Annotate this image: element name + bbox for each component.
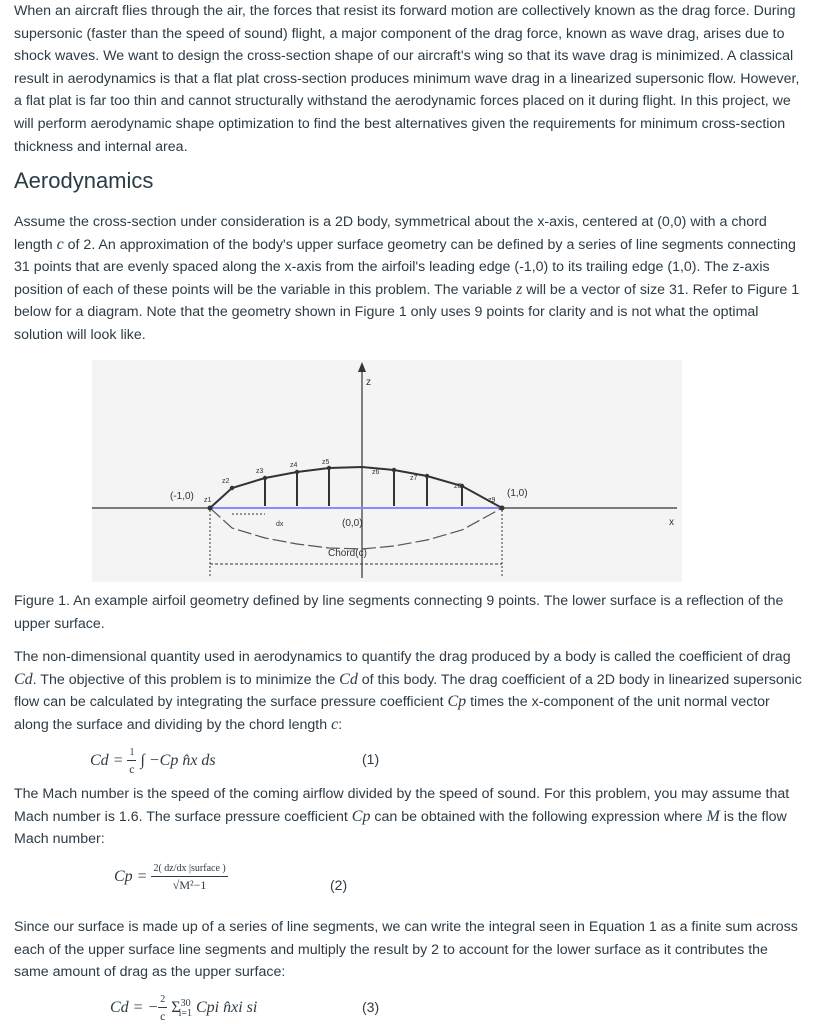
equation-2: Cp = $\frac{\text{2( dz/dx |surface )}}{\text{√M²−1}}$ [114,863,226,892]
right-point-label: (1,0) [507,488,528,499]
equation-3: Cd = − $\frac{2}{c}$ $\Sigma^{30}_{i=1}$ Cpi n̂xi si [110,994,258,1023]
equation-1-number: (1) [362,751,380,767]
equation-3-number: (3) [362,999,380,1015]
z4-label: z4 [290,462,298,469]
origin-label: (0,0) [342,518,363,529]
chord-label: Chord(c) [328,548,367,559]
z8-label: z8 [454,483,462,490]
z2-label: z2 [222,478,230,485]
z7-label: z7 [410,475,418,482]
z5-label: z5 [322,459,330,466]
airfoil-figure [92,360,682,582]
finite-sum-paragraph: Since our surface is made up of a series of line segments, we can write the integral seen in Equation 1 as a finite sum across each of the upper surface line segments and multiply the result by 2 to account for the lower surface as it contributes the same amount of drag as the upper surface: [14,919,798,981]
mach-paragraph: The Mach number is the speed of the coming airflow divided by the speed of sound. For this problem, you may assume that Mach number is 1.6. The surface pressure coefficient Cp can be obtained with the following expression where M is the flow Mach number: [14,786,790,848]
dx-label: dx [276,521,284,528]
z6-label: z6 [372,469,380,476]
figure-caption: Figure 1. An example airfoil geometry defined by line segments connecting 9 points. The lower surface is a reflection of the upper surface. [14,593,784,632]
airfoil-diagram [92,360,682,582]
equation-2-number: (2) [330,877,348,893]
geometry-paragraph: Assume the cross-section under consideration is a 2D body, symmetrical about the x-axis, centered at (0,0) with a chord length c of 2. An approximation of the body's upper surface geometry can be defined by a series of line segments connecting 31 points that are evenly spaced along the x-axis from the airfoil's leading edge (-1,0) to its trailing edge (1,0). The z-axis position of each of these points will be the variable in this problem. The variable z will be a vector of size 31. Refer to Figure 1 below for a diagram. Note that the geometry shown in Figure 1 only uses 9 points for clarity and is not what the optimal solution will look like. [14,214,800,343]
drag-coefficient-paragraph: The non-dimensional quantity used in aerodynamics to quantify the drag produced by a body is called the coefficient of drag Cd. The objective of this problem is to minimize the Cd of this body. The drag coefficient of a 2D body in linearized supersonic flow can be calculated by integrating the surface pressure coefficient Cp times the x-component of the unit normal vector along the surface and dividing by the chord length c: [14,649,802,733]
z-axis-label: z [366,377,371,388]
intro-paragraph: When an aircraft flies through the air, the forces that resist its forward motion are collectively known as the drag force. During supersonic (faster than the speed of sound) flight, a major component of the drag force, known as wave drag, arises due to shock waves. We want to design the cross-section shape of our aircraft's wing so that its wave drag is minimized. A classical result in aerodynamics is that a flat plat cross-section produces minimum wave drag in a linearized supersonic flow. However, a flat plat is far too thin and cannot structurally withstand the aerodynamic forces placed on it during flight. In this project, we will perform aerodynamic shape optimization to find the best alternatives given the requirements for minimum cross-section thickness and internal area. [14,3,800,155]
z9-label: z9 [488,497,496,504]
left-point-label: (-1,0) [170,491,194,502]
section-heading: Aerodynamics [14,168,154,193]
x-axis-label: x [669,517,674,528]
equation-1: Cd = $\frac{1}{c}$ ∫ −Cp n̂x ds [90,747,216,776]
z1-label: z1 [204,497,212,504]
z3-label: z3 [256,468,264,475]
